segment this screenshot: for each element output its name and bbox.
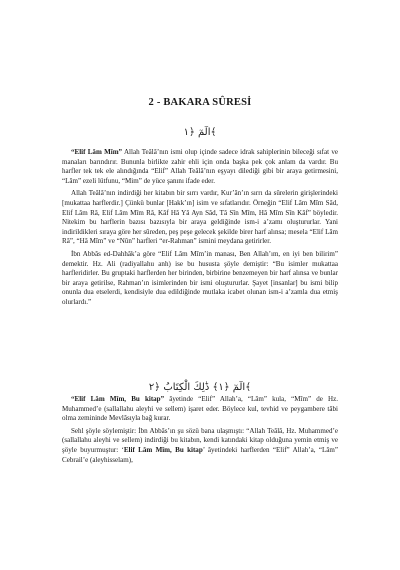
paragraph [62, 395, 338, 424]
paragraph-lead: “Elif Lâm Mîm, Bu kitap” [71, 395, 165, 403]
page-title: 2 - BAKARA SÛRESİ [148, 97, 252, 108]
paragraph-text: ’ âyetindeki harflerden “Elif” Allah’a, “Lâm” Cebrail’e (aleyhisselam), [62, 445, 338, 464]
paragraph-inline-bold: Elif Lâm Mîm, Bu kitap [123, 445, 203, 454]
text-block-1 [62, 148, 338, 311]
paragraph-text: Sehl şöyle söylemiştir: İbn Abbâs’ın şu sözü bana ulaşmıştı: “Allah Teâlâ, Hz. Muhammed’e (sallallahu aleyhi ve sellem) indirdiği bu kitabın, kendi katındaki kitap olduğuna yemin etmiş ve şöyle buyurmuştur: ‘ [62, 426, 338, 454]
paragraph-text: Allah Teâlâ’nın ismi olup içinde sadece idrak sahiplerinin bileceği sıfat ve manaları barındırır. Bununla birlikte zahir ehli için onda başka pek çok anlam da vardır. Bu harfler tek tek ele alındığında “Elif” Allah Teâlâ’nın eşyayı dilediği gibi bir araya getirmesini, “Lâm” ezeli lütfunu, “Mim” de yüce şanını ifade eder. [62, 148, 338, 185]
ayah-ornament-1: الٓمٓ ﴿١﴾ [183, 127, 217, 138]
paragraph-lead: “Elif Lâm Mîm” [71, 148, 123, 156]
paragraph [62, 427, 338, 465]
paragraph-text: Allah Teâlâ’nın indirdiği her kitabın bir sırrı vardır, Kur’ân’ın sırrı da sûrelerin girişlerindeki [mukattaa harflerdir.] Çünkü bunlar [Hakk’ın] isim ve sıfatlarıdır. Örneğin “Elif Lâm Mîm Sâd, Elif Lâm Râ, Elif Lâm Mîm Râ, Kâf Hâ Yâ Ayn Sâd, Tâ Sîn Mîm, Hâ Mîm Sîn Kâf” böyledir. Nitekim bu harflerin bazısı bazısıyla bir araya geldiğinde ism-i a’zamı oluştururlar. Yani indirildikleri sıraya göre her sûreden, peş peşe gelecek şekilde birer harf alınsa; mesela “Elif Lâm Râ”, “Hâ Mîm” ve “Nûn” harfleri “er-Rahman” ismini meydana getirirler. [62, 189, 338, 246]
paragraph [62, 189, 338, 247]
text-block-2 [62, 395, 338, 468]
paragraph-text: İbn Abbâs ed-Dahhâk’a göre “Elif Lâm Mîm’in manası, Ben Allah’ım, en iyi ben bilirim” demektir. Hz. Ali (radiyallahu anh) ise bu hususta şöyle demiştir: “Bu isimler mukattaa harfleridirler. Bu gruptaki harflerden her birinden, birbirine benzemeyen bir harf alınsa ve bunlar bir araya getirilse, Rahman’ın isimlerinden bir ismi oluştururlar. Şayet [insanlar] bu ismi bilip onunla dua etselerdi, kendisiyle dua edildiğinde mutlaka icabet olunan ism-i a’zamla dua etmiş olurlardı.” [62, 249, 338, 306]
paragraph [62, 250, 338, 308]
ayah-ornament-2: الٓمٓ ﴿١﴾ ذَٰلِكَ الْكِتَابُ ﴿٢﴾ [148, 382, 252, 393]
paragraph [62, 148, 338, 186]
paragraph-text: âyetinde “Elif” Allah’a, “Lâm” kula, “Mîm” de Hz. Muhammed’e (sallallahu aleyhi ve sellem) işaret eder. Böylece kul, tevhid ve peygambere tâbi olma zemininde Mevlâsıyla bağ kurar. [62, 395, 338, 423]
